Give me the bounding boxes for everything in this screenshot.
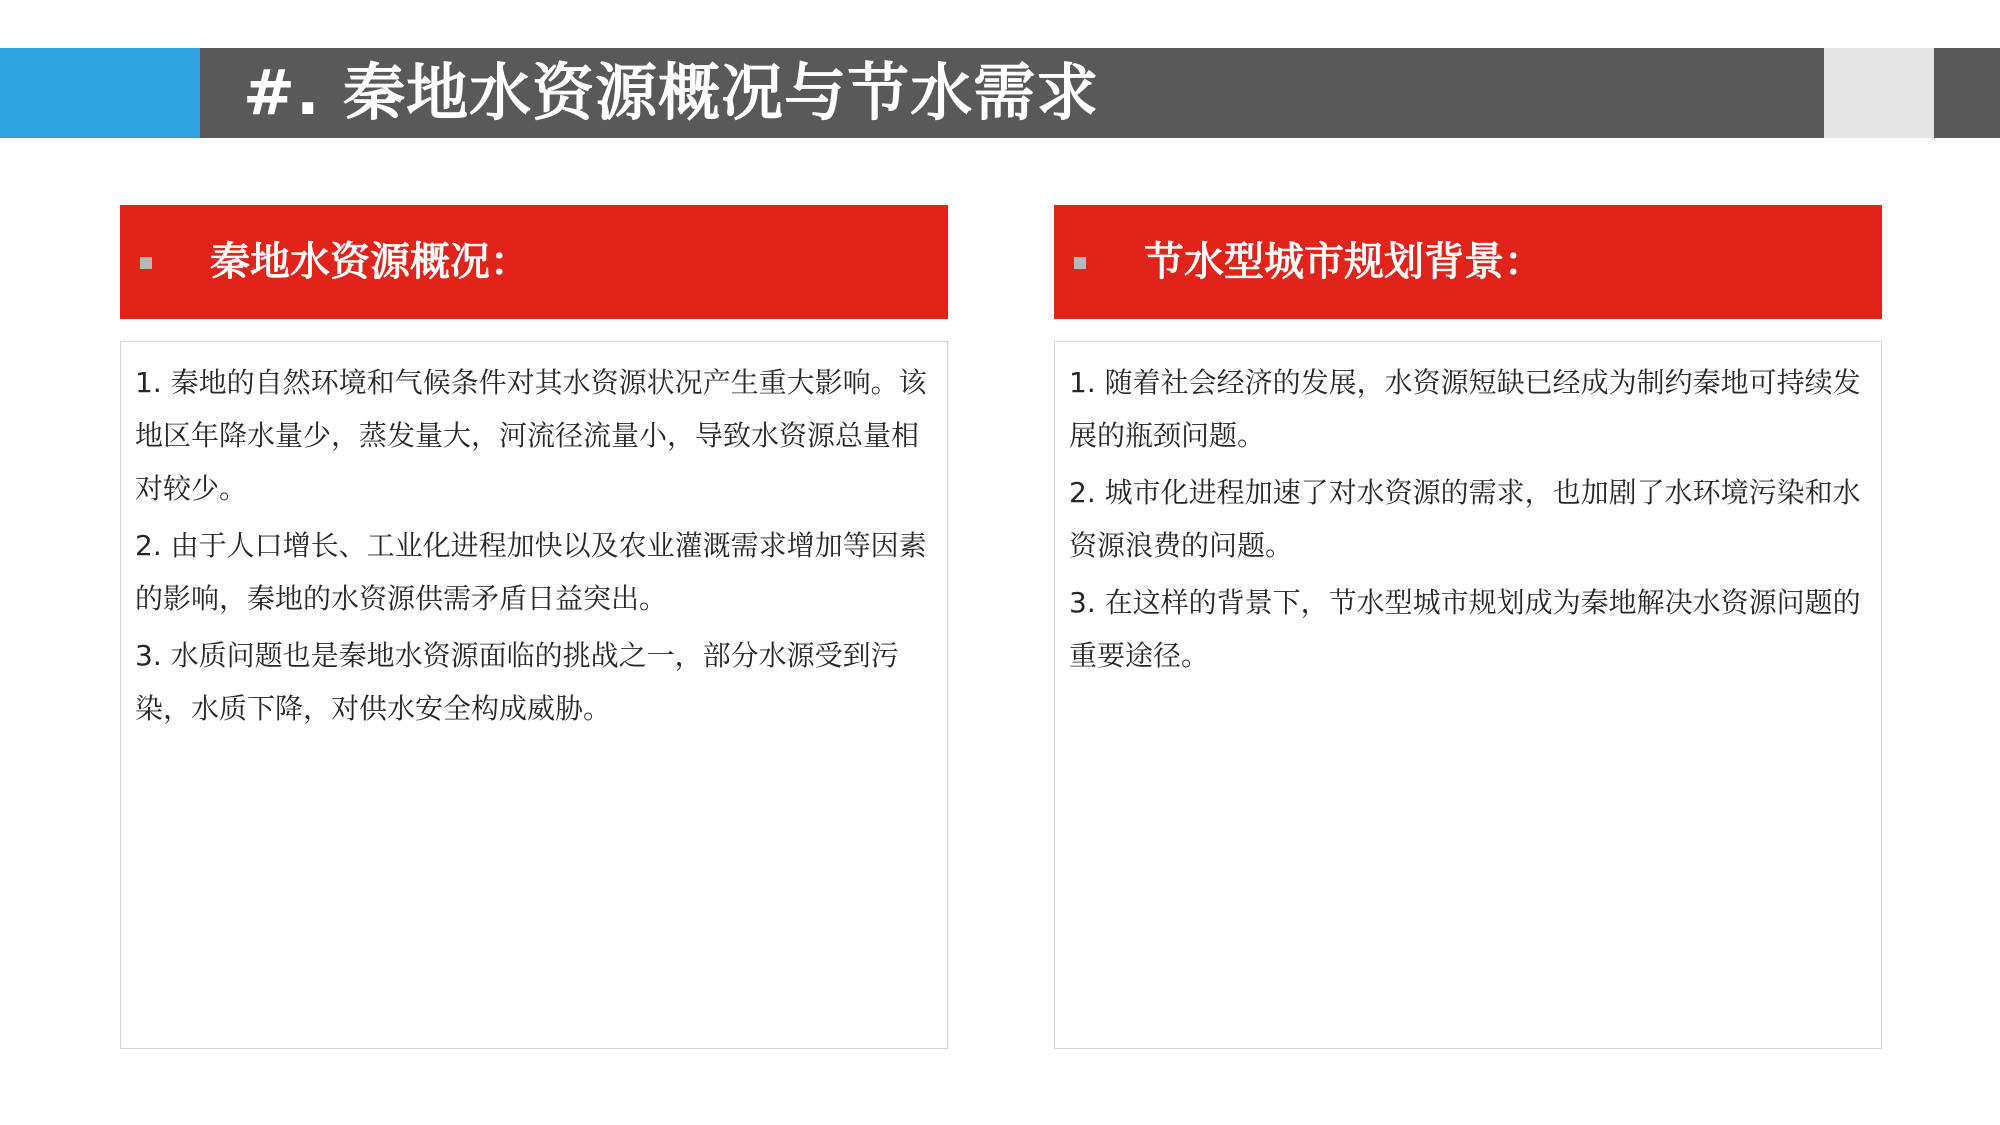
title-accent-blue [0, 48, 200, 138]
right-panel-header [1054, 205, 1882, 319]
left-paragraph-2: 2. 由于人口增长、工业化进程加快以及农业灌溉需求增加等因素的影响，秦地的水资源供需矛盾日益突出。 [135, 529, 927, 615]
square-bullet-icon [140, 257, 152, 269]
right-panel-body [1054, 341, 1882, 1049]
title-accent-light [1824, 48, 1934, 138]
left-paragraph-1: 1. 秦地的自然环境和气候条件对其水资源状况产生重大影响。该地区年降水量少，蒸发量大，河流径流量小，导致水资源总量相对较少。 [135, 366, 927, 505]
right-paragraph-3: 3. 在这样的背景下，节水型城市规划成为秦地解决水资源问题的重要途径。 [1069, 586, 1861, 672]
title-bar [0, 48, 2000, 138]
right-paragraph-1: 1. 随着社会经济的发展，水资源短缺已经成为制约秦地可持续发展的瓶颈问题。 [1069, 366, 1861, 452]
left-panel-body [120, 341, 948, 1049]
right-panel-heading: 节水型城市规划背景： [1144, 239, 1544, 285]
square-bullet-icon [1074, 257, 1086, 269]
left-panel [120, 205, 948, 1049]
left-panel-header [120, 205, 948, 319]
right-panel [1054, 205, 1882, 1049]
left-panel-heading: 秦地水资源概况： [210, 239, 530, 285]
right-paragraph-2: 2. 城市化进程加速了对水资源的需求，也加剧了水环境污染和水资源浪费的问题。 [1069, 476, 1861, 562]
left-paragraph-3: 3. 水质问题也是秦地水资源面临的挑战之一，部分水源受到污染，水质下降，对供水安全构成威胁。 [135, 639, 899, 725]
page-title: #. 秦地水资源概况与节水需求 [243, 56, 1100, 129]
